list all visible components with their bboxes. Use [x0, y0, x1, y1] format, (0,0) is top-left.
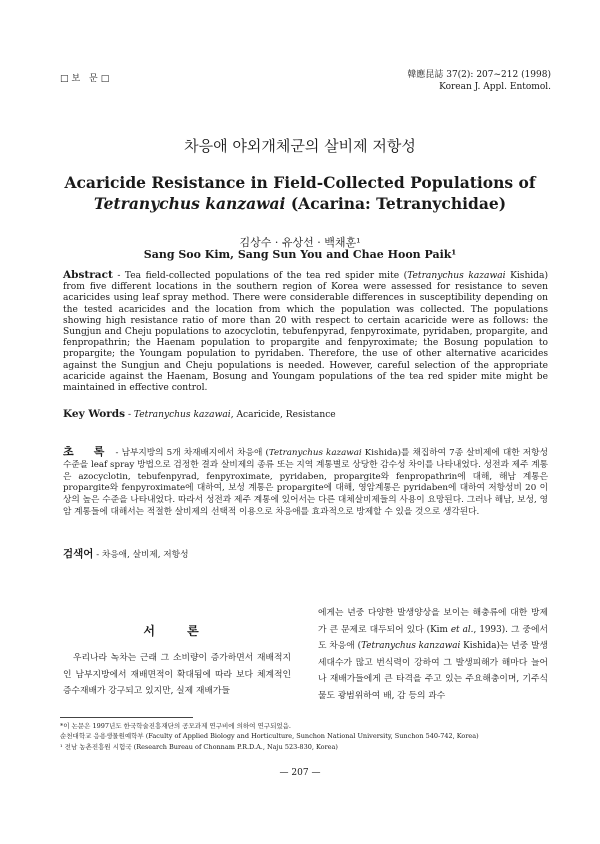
journal-citation-line2: Korean J. Appl. Entomol. — [439, 82, 551, 92]
korean-keywords — [63, 546, 188, 561]
english-title — [0, 172, 600, 214]
english-title-line2 — [0, 193, 600, 214]
intro-right-text-2: , 1993). 그 중에서도 차응애 ( — [318, 624, 548, 652]
korean-abstract-text-2: Kishida)를 채집하여 7종 살비제에 대한 저항성 수준을 leaf spray 방법으로 검정한 결과 살비제의 종류 또는 지역 계통별로 상당한 감수성 차이를 나타내었다. 성전과 제주 계통은 azocyclotin, tebufenpyrad, fenpyroximate, pyridaben, propargite와 fenpropathrin에 대해, 해남 계통은 propargite와 fenpyroximate에 대하여, 보성 계통은 propargite에 대해, 영암계통은 pyridaben에 대하여 저항성비 20 이상의 높은 수준을 나타내었다. 따라서 성전과 제주 계통에 있어서는 다른 대체살비제들의 사용이 요망된다. 그러나 해남, 보성, 영암 계통들에 대해서는 적절한 살비제의 선택적 이용으로 차응애를 효과적으로 방제할 수 있을 것으로 생각된다. — [63, 448, 548, 517]
keywords-species: Tetranychus kazawai — [133, 410, 231, 420]
korean-keywords-text: - 차응애, 살비제, 저항성 — [93, 550, 189, 560]
korean-abstract-text-1: - 남부지방의 5개 차재배지에서 차응애 ( — [112, 448, 269, 458]
abstract-species: Tetranychus kazawai — [407, 271, 506, 281]
abstract — [63, 270, 548, 394]
korean-keywords-label: 검색어 — [63, 548, 94, 560]
page-number: — 207 — — [279, 768, 321, 778]
footnote-funding: *이 논문은 1997년도 한국학술진흥재단의 공모과제 연구비에 의하여 연구되었음. — [60, 722, 291, 730]
footnote-divider — [60, 717, 193, 718]
korean-abstract-label: 초 록 — [63, 445, 113, 458]
article-type-label: □보 문□ — [60, 74, 113, 84]
english-title-rest: (Acarina: Tetranychidae) — [285, 194, 507, 213]
korean-title: 차응애 야외개체군의 살비제 저항성 — [184, 137, 416, 155]
intro-right-species: Tetranychus kanzawai — [361, 641, 461, 652]
footnote-affiliation-1: 순천대학교 응용생물원예학부 (Faculty of Applied Biology and Horticulture, Sunchon National University, Sunchon 540-742, Korea) — [60, 732, 479, 741]
abstract-text-1: - Tea field-collected populations of the tea red spider mite ( — [112, 271, 408, 281]
intro-right-text-1: 에게는 년중 다양한 발생양상을 보이는 해충류에 대한 방제가 큰 문제로 대두되어 있다 (Kim — [318, 608, 548, 635]
korean-abstract-species: Tetranychus kazawai — [268, 448, 362, 458]
footnote-affiliation-2: ¹ 전남 농촌진흥원 시험국 (Research Bureau of Chonnam P.R.D.A., Naju 523-830, Korea) — [60, 742, 338, 751]
introduction-right-column — [318, 605, 548, 705]
introduction-heading: 서 론 — [143, 624, 213, 638]
english-authors: Sang Soo Kim, Sang Sun You and Chae Hoon Paik¹ — [143, 248, 457, 261]
abstract-label: Abstract — [63, 269, 113, 281]
english-title-line1: Acaricide Resistance in Field-Collected Populations of — [64, 173, 536, 192]
keywords-label: Key Words — [63, 408, 126, 420]
introduction-left-column: 우리나라 녹차는 근래 그 소비량이 증가하면서 재배적지인 남부지방에서 재배면적이 확대됨에 따라 보다 체계적인 증수재배가 강구되고 있지만, 실제 재배가들 — [63, 653, 291, 697]
korean-authors: 김상수 · 유상선 · 백채훈¹ — [239, 236, 361, 249]
keywords: Key Words - Tetranychus kazawai, Acaricide, Resistance — [63, 408, 336, 420]
intro-right-text-3: Kishida)는 년중 발생 세대수가 많고 번식력이 강하여 그 발생피해가 해마다 늘어나 재배가들에게 큰 타격을 주고 있는 주요해충이며, 기주식물도 광범위하여 배, 감 등의 과수 — [318, 641, 548, 701]
journal-citation — [407, 69, 551, 93]
abstract-text-2: Kishida) from five different locations in the southern region of Korea were assessed for resistance to seven acaricides using leaf spray method. There were considerable differences in susceptibility depending on the tested acaricides and the location from which the population was collected. The populations showing high resistance ratio of more than 20 with respect to certain acaricide were as follows: the Sungjun and Cheju populations to azocyclotin, tebufenpyrad, fenpyroximate, pyridaben, propargite, and fenpropathrin; the Haenam population to propargite and fenpyroximate; the Bosung population to propargite; the Youngam population to pyridaben. Therefore, the use of other alternative acaricides against the Sungjun and Cheju populations is needed. However, careful selection of the appropriate acaricide against the Haenam, Bosung and Youngam populations of the tea red spider mite might be maintained in effective control. — [63, 271, 548, 394]
intro-right-etal: et al. — [450, 624, 474, 635]
korean-abstract — [63, 446, 548, 519]
footnotes — [60, 721, 550, 752]
keywords-rest: , Acaricide, Resistance — [230, 410, 336, 420]
journal-citation-line1: 韓應昆誌 37(2): 207~212 (1998) — [407, 70, 551, 80]
english-title-species: Tetranychus kanzawai — [93, 194, 286, 213]
